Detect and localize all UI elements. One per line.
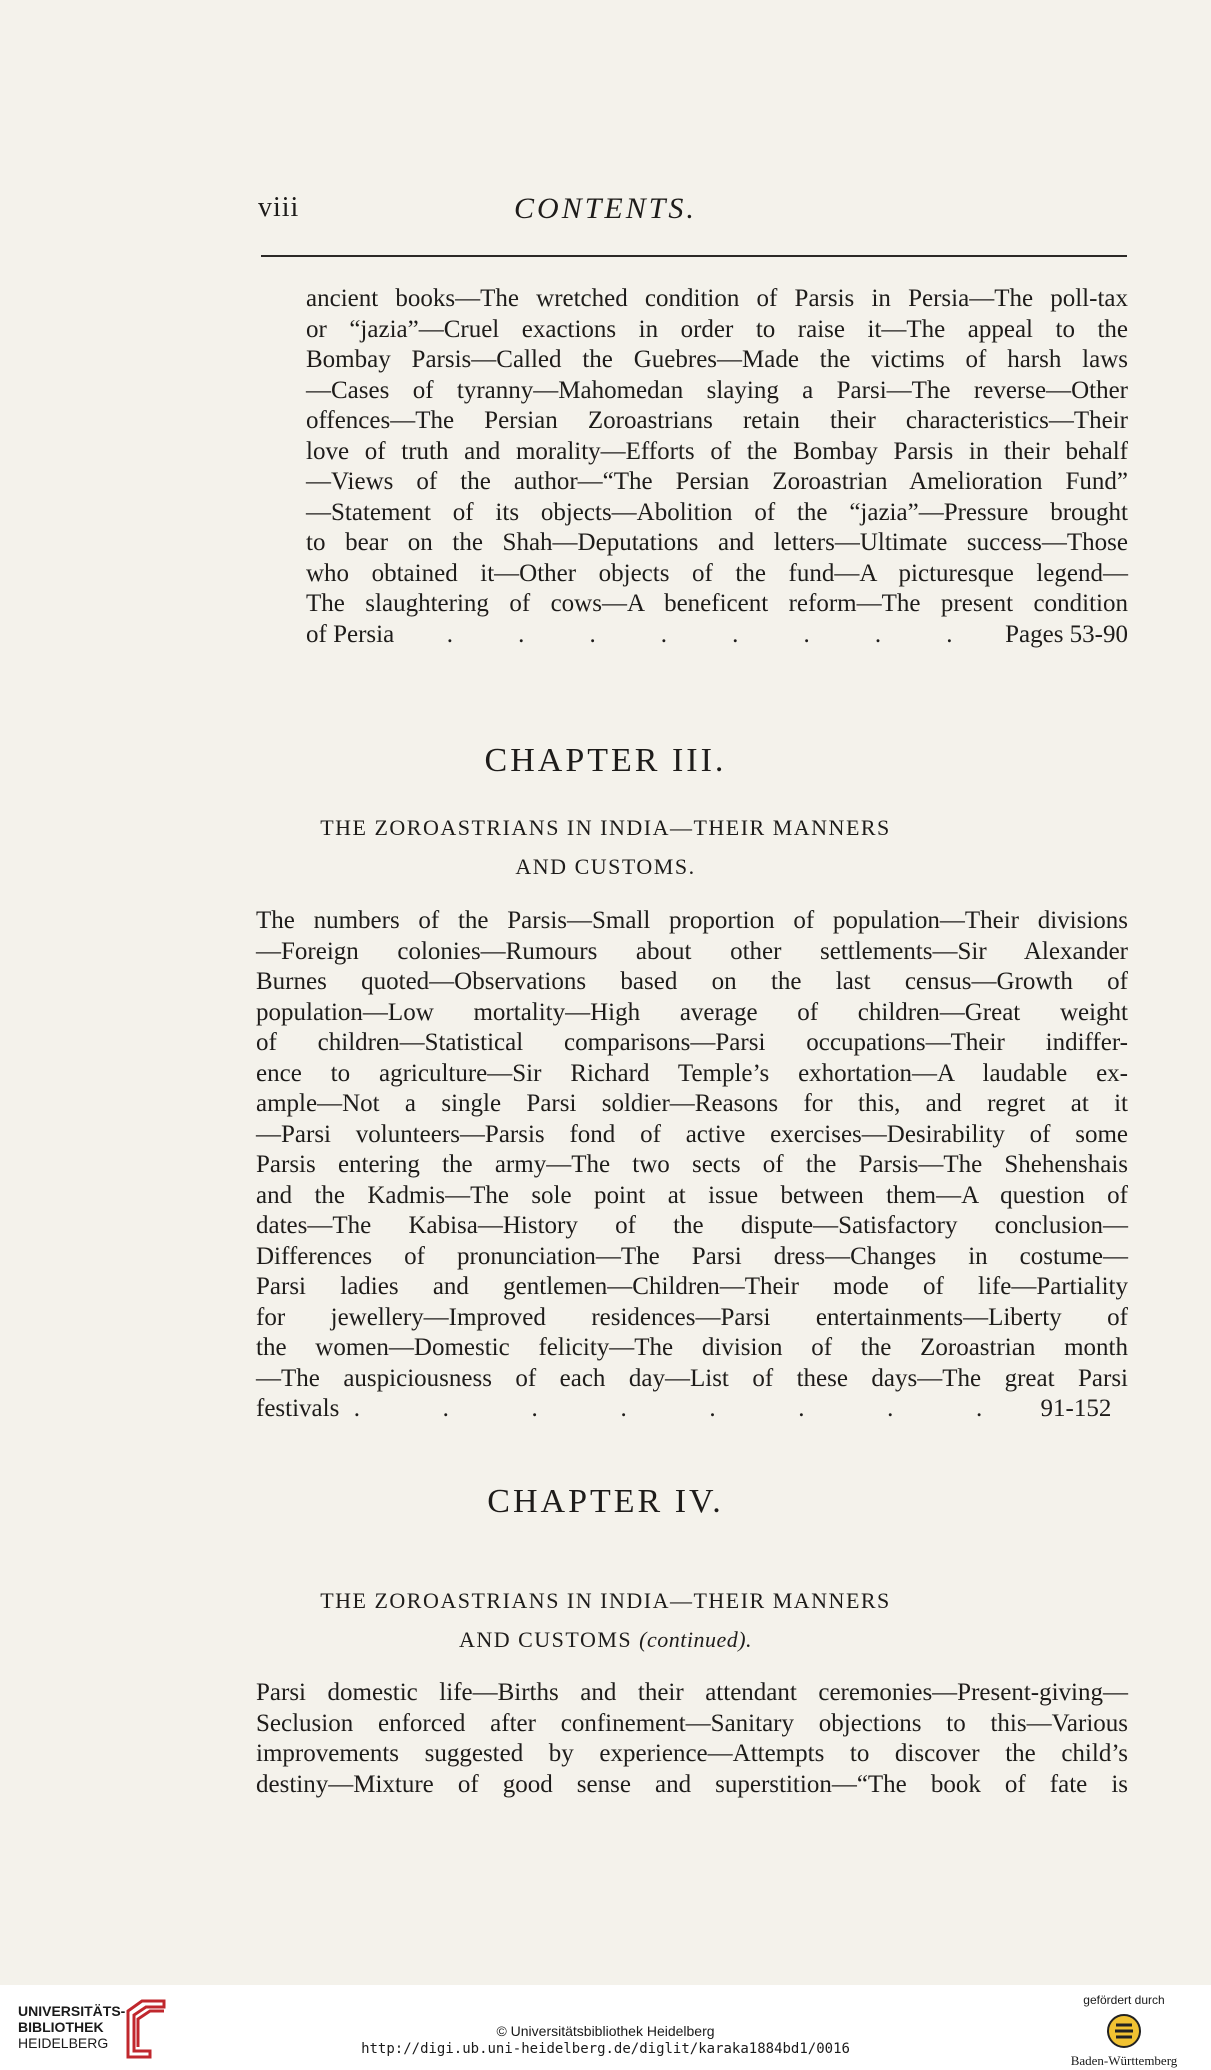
text-line: The slaughtering of cows—A beneficent reform—The present condition xyxy=(306,590,1128,617)
dot-leader: . . . . . . . . xyxy=(446,620,953,648)
text-line: destiny—Mixture of good sense and superstition—“The book of fate is xyxy=(256,1770,1128,1798)
page-range: Pages 53-90 xyxy=(1005,620,1128,648)
text-line: Burnes quoted—Observations based on the last census—Growth of xyxy=(256,968,1128,995)
text-line: —Views of the author—“The Persian Zoroastrian Amelioration Fund” xyxy=(306,468,1128,495)
text-line: Parsi ladies and gentlemen—Children—Their mode of life—Partiality xyxy=(256,1273,1128,1300)
text-line: love of truth and morality—Efforts of the Bombay Parsis in their behalf xyxy=(306,437,1128,465)
copyright-notice: © Universitätsbibliothek Heidelberg xyxy=(496,2023,715,2039)
text-line: population—Low mortality—High average of children—Great weight xyxy=(256,998,1128,1026)
entry-last-line xyxy=(306,620,1128,651)
text-line: offences—The Persian Zoroastrians retain their characteristics—Their xyxy=(306,407,1128,434)
text-line: who obtained it—Other objects of the fund—A picturesque legend— xyxy=(306,559,1128,587)
library-name-line1: UNIVERSITÄTS- xyxy=(18,2003,126,2019)
text-line: The numbers of the Parsis—Small proportion of population—Their divisions xyxy=(256,907,1128,934)
text-line: Parsi domestic life—Births and their attendant ceremonies—Present-giving— xyxy=(256,1679,1128,1706)
text-line: to bear on the Shah—Deputations and letters—Ultimate success—Those xyxy=(306,529,1128,556)
chapter4-summary xyxy=(256,1678,1128,1800)
text-line: —Cases of tyranny—Mahomedan slaying a Parsi—The reverse—Other xyxy=(306,376,1128,404)
text-line: Seclusion enforced after confinement—Sanitary objections to this—Various xyxy=(256,1709,1128,1737)
page-folio: viii xyxy=(258,192,300,223)
text-line: dates—The Kabisa—History of the dispute—Satisfactory conclusion— xyxy=(256,1212,1128,1239)
chapter3-subtitle-line2: AND CUSTOMS. xyxy=(515,854,696,879)
chapter4-subtitle-line2 xyxy=(0,1622,1211,1657)
state-crest-icon xyxy=(1106,2013,1142,2049)
page-range: 91-152 xyxy=(1040,1395,1112,1422)
text-line: the women—Domestic felicity—The division of the Zoroastrian month xyxy=(256,1334,1128,1361)
library-name-line2: BIBLIOTHEK xyxy=(18,2019,104,2035)
text-line: ancient books—The wretched condition of Parsis in Persia—The poll-tax xyxy=(306,285,1128,312)
text-line: or “jazia”—Cruel exactions in order to raise it—The appeal to the xyxy=(306,315,1128,343)
library-name-line3: HEIDELBERG xyxy=(18,2035,109,2051)
page-title: CONTENTS. xyxy=(514,192,697,225)
text-line: and the Kadmis—The sole point at issue between them—A question of xyxy=(256,1181,1128,1209)
entry-last-text: festivals xyxy=(256,1395,340,1422)
digitization-footer xyxy=(0,1985,1211,2070)
text-line: Bombay Parsis—Called the Guebres—Made the victims of harsh laws xyxy=(306,346,1128,373)
chapter4-subtitle-roman: AND CUSTOMS xyxy=(458,1627,633,1652)
text-line: Parsis entering the army—The two sects of the Parsis—The Shehenshais xyxy=(256,1151,1128,1178)
chapter2-summary xyxy=(306,284,1128,650)
chapter3-subtitle-line1: THE ZOROASTRIANS IN INDIA—THEIR MANNERS xyxy=(320,815,891,840)
text-line: Differences of pronunciation—The Parsi dress—Changes in costume— xyxy=(256,1242,1128,1270)
chapter4-subtitle-line1: THE ZOROASTRIANS IN INDIA—THEIR MANNERS xyxy=(320,1588,891,1613)
chapter3-heading: CHAPTER III. xyxy=(484,742,727,779)
text-line: —Foreign colonies—Rumours about other settlements—Sir Alexander xyxy=(256,937,1128,965)
chapter4-subtitle-italic: (continued). xyxy=(639,1627,753,1652)
entry-last-line xyxy=(256,1394,1128,1425)
entry-last-text: of Persia xyxy=(306,620,395,648)
chapter3-summary xyxy=(256,906,1128,1425)
funded-by-label: gefördert durch xyxy=(1083,1993,1165,2007)
text-line: ample—Not a single Parsi soldier—Reasons for this, and regret at it xyxy=(256,1090,1128,1117)
header-rule xyxy=(261,255,1127,257)
funding-credit xyxy=(1059,1993,1189,2069)
chapter4-heading: CHAPTER IV. xyxy=(487,1483,724,1520)
text-line: for jewellery—Improved residences—Parsi entertainments—Liberty of xyxy=(256,1303,1128,1331)
text-line: —Parsi volunteers—Parsis fond of active exercises—Desirability of some xyxy=(256,1120,1128,1148)
text-line: —The auspiciousness of each day—List of these days—The great Parsi xyxy=(256,1364,1128,1392)
text-line: improvements suggested by experience—Attempts to discover the child’s xyxy=(256,1740,1128,1767)
text-line: —Statement of its objects—Abolition of the “jazia”—Pressure brought xyxy=(306,498,1128,526)
dot-leader: . . . . . . . . xyxy=(353,1395,983,1422)
text-line: of children—Statistical comparisons—Parsi occupations—Their indiffer- xyxy=(256,1029,1128,1056)
source-url[interactable]: http://digi.ub.uni-heidelberg.de/diglit/karaka1884bd1/0016 xyxy=(361,2041,850,2057)
running-head xyxy=(0,192,1211,232)
state-name: Baden-Württemberg xyxy=(1070,2053,1178,2068)
text-line: ence to agriculture—Sir Richard Temple’s exhortation—A laudable ex- xyxy=(256,1059,1128,1087)
